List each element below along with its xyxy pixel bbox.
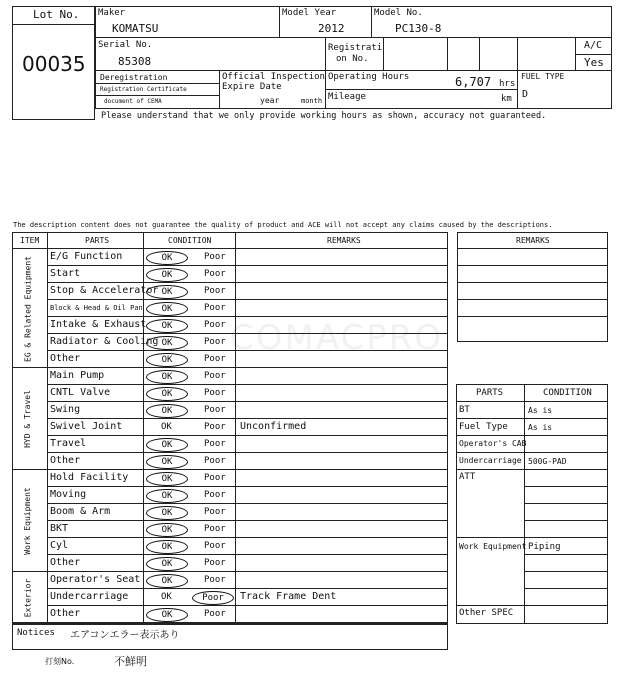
poor-mark: Poor <box>204 490 226 500</box>
cema-label: document of CEMA <box>104 98 162 105</box>
ok-mark: OK <box>146 302 188 316</box>
side-part-operator-cab: Operator's CAB <box>459 439 527 448</box>
table-row <box>0 368 448 385</box>
ok-mark: OK <box>161 592 172 602</box>
part-name: Start <box>50 268 81 279</box>
side-part-fuel-type: Fuel Type <box>459 422 508 432</box>
serial-label: Serial No. <box>98 40 153 50</box>
side-part-bt: BT <box>459 405 470 415</box>
table-row <box>0 538 448 555</box>
group-label: EG & Related Equipment <box>23 255 32 362</box>
part-name: Travel <box>50 438 87 449</box>
group-label: HYD & Travel <box>23 390 32 448</box>
model-no-label: Model No. <box>374 8 423 18</box>
col-remarks-header: REMARKS <box>327 236 361 245</box>
table-row <box>0 521 448 538</box>
poor-mark: Poor <box>204 473 226 483</box>
ok-mark: OK <box>146 336 188 350</box>
ok-mark: OK <box>146 285 188 299</box>
mileage-label: Mileage <box>328 92 366 102</box>
ac-label: A/C <box>584 40 603 51</box>
maker-label: Maker <box>98 8 126 18</box>
ok-mark: OK <box>146 523 188 537</box>
part-name: Block & Head & Oil Pan <box>50 304 143 312</box>
poor-mark: Poor <box>204 422 226 432</box>
poor-mark: Poor <box>204 320 226 330</box>
side-cond-work-equipment: Piping <box>528 542 561 552</box>
part-name: Swing <box>50 404 81 415</box>
fuel-type-label: FUEL TYPE <box>521 72 565 81</box>
ok-mark: OK <box>146 557 188 571</box>
model-year-value: 2012 <box>318 22 345 35</box>
poor-mark: Poor <box>204 524 226 534</box>
poor-mark: Poor <box>204 252 226 262</box>
ok-mark: OK <box>146 472 188 486</box>
table-row <box>0 300 448 317</box>
table-row <box>0 385 448 402</box>
part-name: Hold Facility <box>50 472 129 483</box>
model-no-value: PC130-8 <box>395 22 442 35</box>
stamp-value: 不鮮明 <box>114 655 147 668</box>
col-item-header: ITEM <box>20 236 40 245</box>
registration-label-2: on No. <box>336 54 369 64</box>
poor-mark: Poor <box>204 541 226 551</box>
side-part-undercarriage: Undercarriage <box>459 456 522 465</box>
part-name: Other <box>50 608 81 619</box>
col-condition-header: CONDITION <box>168 236 212 245</box>
poor-mark: Poor <box>204 388 226 398</box>
part-name: Boom & Arm <box>50 506 111 517</box>
poor-mark: Poor <box>204 303 226 313</box>
side-cond-bt: As is <box>528 406 553 415</box>
ok-mark: OK <box>146 608 188 622</box>
part-name: Undercarriage <box>50 591 129 602</box>
table-row <box>0 249 448 266</box>
ok-mark: OK <box>146 268 188 282</box>
poor-mark: Poor <box>204 286 226 296</box>
poor-mark: Poor <box>204 337 226 347</box>
maker-value: KOMATSU <box>112 22 159 35</box>
poor-mark: Poor <box>204 371 226 381</box>
part-name: BKT <box>50 523 69 534</box>
table-row <box>0 606 448 623</box>
table-row <box>0 266 448 283</box>
table-row <box>0 555 448 572</box>
inspection-label-2: Expire Date <box>222 82 282 92</box>
side-cond-fuel-type: As is <box>528 423 553 432</box>
poor-mark: Poor <box>204 405 226 415</box>
side-part-other-spec: Other SPEC <box>459 608 514 618</box>
side-part-att: ATT <box>459 472 476 482</box>
ok-mark: OK <box>146 540 188 554</box>
part-name: Other <box>50 353 81 364</box>
remark: Track Frame Dent <box>240 591 337 602</box>
notices-label: Notices <box>17 628 55 638</box>
part-name: E/G Function <box>50 251 123 262</box>
fuel-type-value: D <box>522 89 529 100</box>
poor-mark: Poor <box>204 439 226 449</box>
poor-mark: Poor <box>204 507 226 517</box>
ok-mark: OK <box>146 251 188 265</box>
table-row <box>0 283 448 300</box>
serial-value: 85308 <box>118 55 152 68</box>
part-name: Other <box>50 455 81 466</box>
hrs-unit: hrs <box>499 79 516 89</box>
operating-hours-value: 6,707 <box>455 75 492 89</box>
poor-mark: Poor <box>204 269 226 279</box>
group-label: Exterior <box>23 578 32 617</box>
table-row <box>0 419 448 436</box>
year-label: year <box>260 96 280 105</box>
disclaimer: The description content does not guarantee the quality of product and ACE will not accept any claims caused by the descriptions. <box>13 221 553 229</box>
table-row <box>0 436 448 453</box>
poor-mark: Poor <box>204 456 226 466</box>
side-col-condition: CONDITION <box>543 388 592 398</box>
table-row <box>0 453 448 470</box>
poor-mark: Poor <box>204 354 226 364</box>
ok-mark: OK <box>146 574 188 588</box>
poor-mark: Poor <box>192 591 234 605</box>
reg-cert-label: Registration Certificate <box>100 86 187 93</box>
poor-mark: Poor <box>204 609 226 619</box>
table-row <box>0 589 448 606</box>
poor-mark: Poor <box>204 558 226 568</box>
lot-label: Lot No. <box>33 8 80 21</box>
part-name: Stop & Accelerator <box>50 285 159 296</box>
part-name: Main Pump <box>50 370 105 381</box>
stamp-label: 打刻No. <box>45 657 75 666</box>
part-name: CNTL Valve <box>50 387 111 398</box>
lot-number: 00035 <box>22 52 86 76</box>
ok-mark: OK <box>161 422 172 432</box>
hours-note: Please understand that we only provide working hours as shown, accuracy not guaranteed. <box>101 111 547 121</box>
table-row <box>0 504 448 521</box>
ok-mark: OK <box>146 319 188 333</box>
model-year-label: Model Year <box>282 8 337 18</box>
month-label: month <box>301 97 323 105</box>
side-cond-undercarriage: 500G-PAD <box>528 457 567 466</box>
side-col-parts: PARTS <box>476 388 504 398</box>
ok-mark: OK <box>146 387 188 401</box>
ok-mark: OK <box>146 353 188 367</box>
table-row <box>0 402 448 419</box>
col-parts-header: PARTS <box>85 236 110 245</box>
ok-mark: OK <box>146 455 188 469</box>
part-name: Radiator & Cooling <box>50 336 159 347</box>
km-unit: km <box>501 94 512 104</box>
ok-mark: OK <box>146 438 188 452</box>
ac-value: Yes <box>584 56 604 69</box>
ok-mark: OK <box>146 506 188 520</box>
part-name: Cyl <box>50 540 69 551</box>
table-row <box>0 487 448 504</box>
part-name: Operator's Seat <box>50 574 141 585</box>
right-remarks-title: REMARKS <box>516 236 550 245</box>
side-part-work-equipment: Work Equipment <box>459 542 527 551</box>
poor-mark: Poor <box>204 575 226 585</box>
part-name: Intake & Exhaust <box>50 319 147 330</box>
notices-value: エアコンエラー表示あり <box>70 630 180 641</box>
remark: Unconfirmed <box>240 421 307 432</box>
watermark: COMACPRO <box>230 318 444 358</box>
registration-label-1: Registrati <box>328 43 383 53</box>
table-row <box>0 572 448 589</box>
part-name: Other <box>50 557 81 568</box>
ok-mark: OK <box>146 404 188 418</box>
ok-mark: OK <box>146 370 188 384</box>
inspection-label-1: Official Inspection <box>222 72 325 82</box>
group-label: Work Equipment <box>23 487 32 555</box>
operating-hours-label: Operating Hours <box>328 72 410 82</box>
table-row <box>0 470 448 487</box>
deregistration-label: Deregistration <box>100 73 168 82</box>
ok-mark: OK <box>146 489 188 503</box>
part-name: Swivel Joint <box>50 421 123 432</box>
part-name: Moving <box>50 489 87 500</box>
